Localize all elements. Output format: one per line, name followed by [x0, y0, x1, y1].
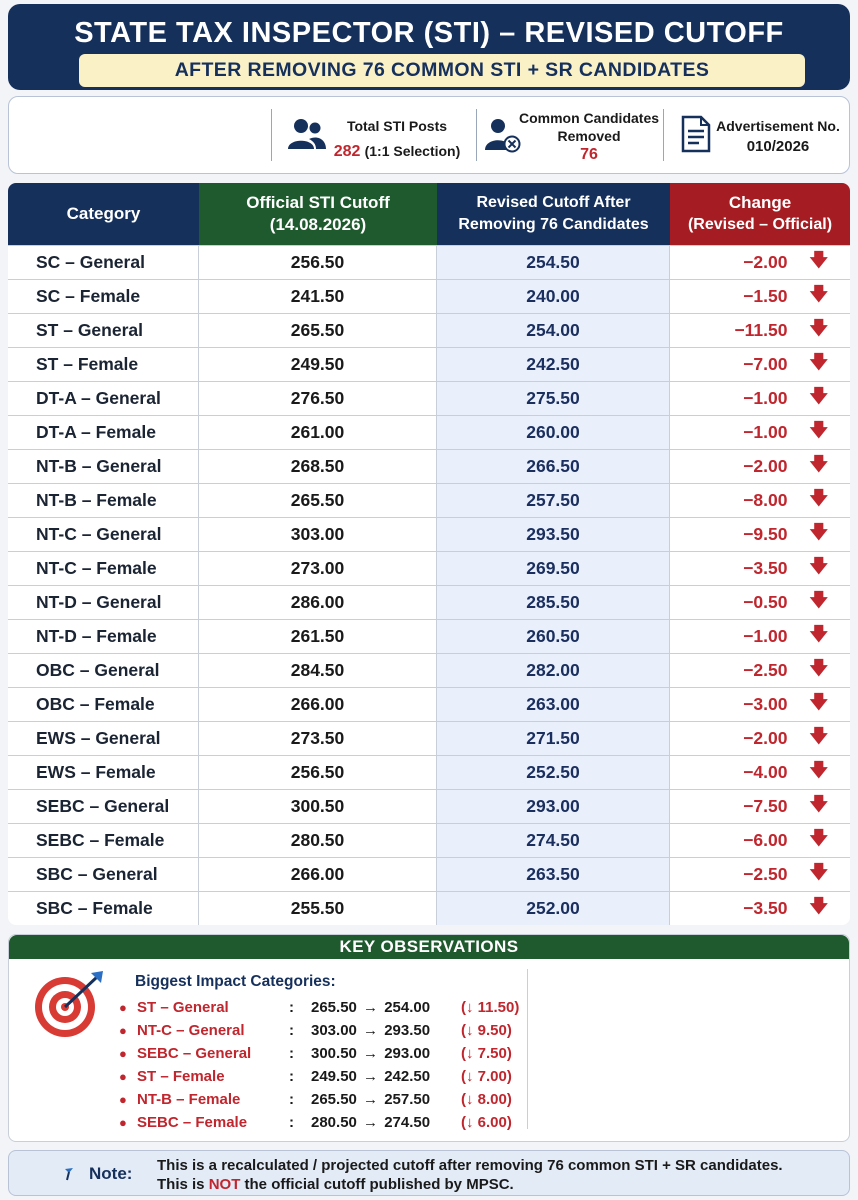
cell-change: −2.50 🡇 [670, 654, 850, 687]
stat-value: 282 (1:1 Selection) [333, 143, 461, 160]
cell-category: NT-B – Female [8, 484, 199, 517]
cell-category: NT-C – General [8, 518, 199, 551]
table-row [8, 483, 850, 517]
divider [527, 969, 528, 1129]
cell-revised: 275.50 [437, 382, 670, 415]
arrow-down-icon: 🡇 [809, 759, 828, 780]
cell-change: −11.50 🡇 [670, 314, 850, 347]
stat-value: 010/2026 [746, 138, 810, 155]
bullet-icon: ● [119, 1092, 127, 1107]
cell-change: −3.00 🡇 [670, 688, 850, 721]
cell-change: −8.00 🡇 [670, 484, 850, 517]
separator: : [289, 1068, 294, 1085]
cell-revised: 282.00 [437, 654, 670, 687]
cell-official: 266.00 [199, 688, 437, 721]
cell-official: 261.50 [199, 620, 437, 653]
cell-change: −1.00 🡇 [670, 382, 850, 415]
cell-category: SBC – General [8, 858, 199, 891]
cell-change: −4.00 🡇 [670, 756, 850, 789]
cell-revised: 271.50 [437, 722, 670, 755]
cell-revised: 240.00 [437, 280, 670, 313]
arrow-down-icon: 🡇 [809, 453, 828, 474]
cell-revised: 254.50 [437, 246, 670, 279]
arrow-down-icon: 🡇 [809, 691, 828, 712]
cell-official: 276.50 [199, 382, 437, 415]
arrow-down-icon: 🡇 [809, 317, 828, 338]
pin-icon [63, 1167, 75, 1181]
table-row [8, 415, 850, 449]
cell-revised: 260.00 [437, 416, 670, 449]
table-row [8, 381, 850, 415]
cell-category: SC – Female [8, 280, 199, 313]
cell-revised: 285.50 [437, 586, 670, 619]
stat-label: Total STI Posts [346, 118, 448, 134]
cell-revised: 263.50 [437, 858, 670, 891]
header-banner [8, 4, 850, 90]
cell-change: −1.50 🡇 [670, 280, 850, 313]
obs-category: SEBC – Female [137, 1114, 248, 1131]
arrow-down-icon: 🡇 [809, 351, 828, 372]
table-row [8, 551, 850, 585]
cell-official: 265.50 [199, 314, 437, 347]
note-text [157, 1156, 783, 1194]
cell-category: DT-A – General [8, 382, 199, 415]
cell-revised: 252.00 [437, 892, 670, 925]
separator: : [289, 999, 294, 1016]
stats-panel [8, 96, 850, 174]
list-item [119, 1042, 519, 1065]
cell-revised: 269.50 [437, 552, 670, 585]
user-remove-icon [485, 117, 521, 153]
arrow-down-icon: 🡇 [809, 521, 828, 542]
cell-category: NT-D – Female [8, 620, 199, 653]
stat-label: Removed [557, 128, 621, 144]
table-row [8, 789, 850, 823]
cell-category: EWS – Female [8, 756, 199, 789]
cell-official: 256.50 [199, 246, 437, 279]
table-row [8, 449, 850, 483]
cell-change: −2.00 🡇 [670, 722, 850, 755]
arrow-down-icon: 🡇 [809, 249, 828, 270]
arrow-down-icon: 🡇 [809, 555, 828, 576]
cell-official: 261.00 [199, 416, 437, 449]
obs-change: (↓ 6.00) [461, 1114, 512, 1131]
cell-category: NT-C – Female [8, 552, 199, 585]
cell-official: 303.00 [199, 518, 437, 551]
cell-category: SC – General [8, 246, 199, 279]
document-icon [681, 115, 711, 153]
observations-list [119, 996, 519, 1134]
table-row [8, 279, 850, 313]
cell-official: 284.50 [199, 654, 437, 687]
list-item [119, 1019, 519, 1042]
cell-category: OBC – General [8, 654, 199, 687]
table-body [8, 245, 850, 925]
cell-category: ST – Female [8, 348, 199, 381]
table-row [8, 857, 850, 891]
cell-official: 273.50 [199, 722, 437, 755]
table-row [8, 687, 850, 721]
cell-change: −1.00 🡇 [670, 620, 850, 653]
arrow-down-icon: 🡇 [809, 623, 828, 644]
stat-advertisement [713, 97, 843, 175]
table-row [8, 517, 850, 551]
cell-change: −9.50 🡇 [670, 518, 850, 551]
cell-revised: 293.00 [437, 790, 670, 823]
obs-change: (↓ 8.00) [461, 1091, 512, 1108]
separator: : [289, 1114, 294, 1131]
header-change: Change (Revised – Official) [670, 183, 850, 245]
header-category: Category [8, 183, 199, 245]
cell-change: −3.50 🡇 [670, 552, 850, 585]
header-official: Official STI Cutoff (14.08.2026) [199, 183, 437, 245]
arrow-down-icon: 🡇 [809, 793, 828, 814]
stat-removed [519, 97, 659, 175]
arrow-down-icon: 🡇 [809, 895, 828, 916]
cell-revised: 266.50 [437, 450, 670, 483]
list-item [119, 1111, 519, 1134]
cell-official: 273.00 [199, 552, 437, 585]
cell-official: 249.50 [199, 348, 437, 381]
cell-category: NT-D – General [8, 586, 199, 619]
arrow-down-icon: 🡇 [809, 827, 828, 848]
cell-official: 255.50 [199, 892, 437, 925]
obs-values: 300.50 → 293.00 [311, 1045, 431, 1062]
divider [476, 109, 477, 161]
cell-official: 300.50 [199, 790, 437, 823]
note-label: Note: [89, 1164, 133, 1183]
divider [663, 109, 664, 161]
cell-revised: 252.50 [437, 756, 670, 789]
cell-change: −2.50 🡇 [670, 858, 850, 891]
separator: : [289, 1091, 294, 1108]
cell-change: −2.00 🡇 [670, 246, 850, 279]
observations-subtitle: Biggest Impact Categories: [135, 973, 336, 990]
obs-values: 303.00 → 293.50 [311, 1022, 431, 1039]
table-row [8, 619, 850, 653]
cell-category: EWS – General [8, 722, 199, 755]
list-item [119, 1088, 519, 1111]
obs-category: ST – General [137, 999, 229, 1016]
cell-category: SBC – Female [8, 892, 199, 925]
cell-official: 286.00 [199, 586, 437, 619]
target-icon [31, 969, 107, 1039]
table-row [8, 585, 850, 619]
obs-category: NT-B – Female [137, 1091, 241, 1108]
cell-category: DT-A – Female [8, 416, 199, 449]
table-row [8, 891, 850, 925]
table-row [8, 755, 850, 789]
cell-change: −6.00 🡇 [670, 824, 850, 857]
table-row [8, 823, 850, 857]
obs-values: 265.50 → 254.00 [311, 999, 431, 1016]
obs-values: 280.50 → 274.50 [311, 1114, 431, 1131]
page-subtitle: AFTER REMOVING 76 COMMON STI + SR CANDIDATES [79, 54, 805, 87]
cell-change: −2.00 🡇 [670, 450, 850, 483]
cell-revised: 260.50 [437, 620, 670, 653]
table-row [8, 245, 850, 279]
cell-revised: 254.00 [437, 314, 670, 347]
bullet-icon: ● [119, 1046, 127, 1061]
obs-change: (↓ 11.50) [461, 999, 520, 1016]
header-revised: Revised Cutoff After Removing 76 Candidates [437, 183, 670, 245]
table-row [8, 721, 850, 755]
cell-category: NT-B – General [8, 450, 199, 483]
cell-official: 268.50 [199, 450, 437, 483]
obs-category: ST – Female [137, 1068, 225, 1085]
separator: : [289, 1045, 294, 1062]
arrow-down-icon: 🡇 [809, 589, 828, 610]
stat-total-posts [327, 97, 467, 175]
arrow-down-icon: 🡇 [809, 385, 828, 406]
stat-value: 76 [580, 146, 598, 163]
cell-official: 266.00 [199, 858, 437, 891]
arrow-down-icon: 🡇 [809, 419, 828, 440]
key-observations [8, 934, 850, 1142]
users-icon [287, 117, 327, 151]
cell-revised: 263.00 [437, 688, 670, 721]
cell-category: SEBC – Female [8, 824, 199, 857]
page-title: STATE TAX INSPECTOR (STI) – REVISED CUTOFF [74, 17, 784, 49]
table-header [8, 183, 850, 245]
table-row [8, 347, 850, 381]
cutoff-table [8, 183, 850, 925]
cell-change: −3.50 🡇 [670, 892, 850, 925]
list-item [119, 996, 519, 1019]
obs-values: 249.50 → 242.50 [311, 1068, 431, 1085]
cell-revised: 257.50 [437, 484, 670, 517]
cell-change: −1.00 🡇 [670, 416, 850, 449]
stat-label: Advertisement No. [716, 118, 840, 134]
bullet-icon: ● [119, 1000, 127, 1015]
note-box [8, 1150, 850, 1196]
arrow-down-icon: 🡇 [809, 861, 828, 882]
arrow-down-icon: 🡇 [809, 283, 828, 304]
cell-revised: 293.50 [437, 518, 670, 551]
cell-official: 265.50 [199, 484, 437, 517]
cell-category: ST – General [8, 314, 199, 347]
cell-change: −7.50 🡇 [670, 790, 850, 823]
observations-title: KEY OBSERVATIONS [9, 935, 849, 959]
cell-official: 280.50 [199, 824, 437, 857]
note-line-2: This is NOT the official cutoff published by MPSC. [157, 1176, 514, 1193]
obs-category: SEBC – General [137, 1045, 252, 1062]
arrow-down-icon: 🡇 [809, 725, 828, 746]
arrow-down-icon: 🡇 [809, 657, 828, 678]
cell-change: −0.50 🡇 [670, 586, 850, 619]
stat-label: Common Candidates [519, 110, 660, 126]
obs-category: NT-C – General [137, 1022, 245, 1039]
note-line-1: This is a recalculated / projected cutoff after removing 76 common STI + SR candidates. [157, 1157, 783, 1174]
cell-revised: 242.50 [437, 348, 670, 381]
cell-official: 256.50 [199, 756, 437, 789]
cell-official: 241.50 [199, 280, 437, 313]
divider [271, 109, 272, 161]
cell-revised: 274.50 [437, 824, 670, 857]
obs-change: (↓ 9.50) [461, 1022, 512, 1039]
bullet-icon: ● [119, 1115, 127, 1130]
arrow-down-icon: 🡇 [809, 487, 828, 508]
list-item [119, 1065, 519, 1088]
cell-category: OBC – Female [8, 688, 199, 721]
separator: : [289, 1022, 294, 1039]
table-row [8, 653, 850, 687]
obs-change: (↓ 7.50) [461, 1045, 512, 1062]
cell-category: SEBC – General [8, 790, 199, 823]
table-row [8, 313, 850, 347]
obs-change: (↓ 7.00) [461, 1068, 512, 1085]
cell-change: −7.00 🡇 [670, 348, 850, 381]
bullet-icon: ● [119, 1069, 127, 1084]
bullet-icon: ● [119, 1023, 127, 1038]
obs-values: 265.50 → 257.50 [311, 1091, 431, 1108]
